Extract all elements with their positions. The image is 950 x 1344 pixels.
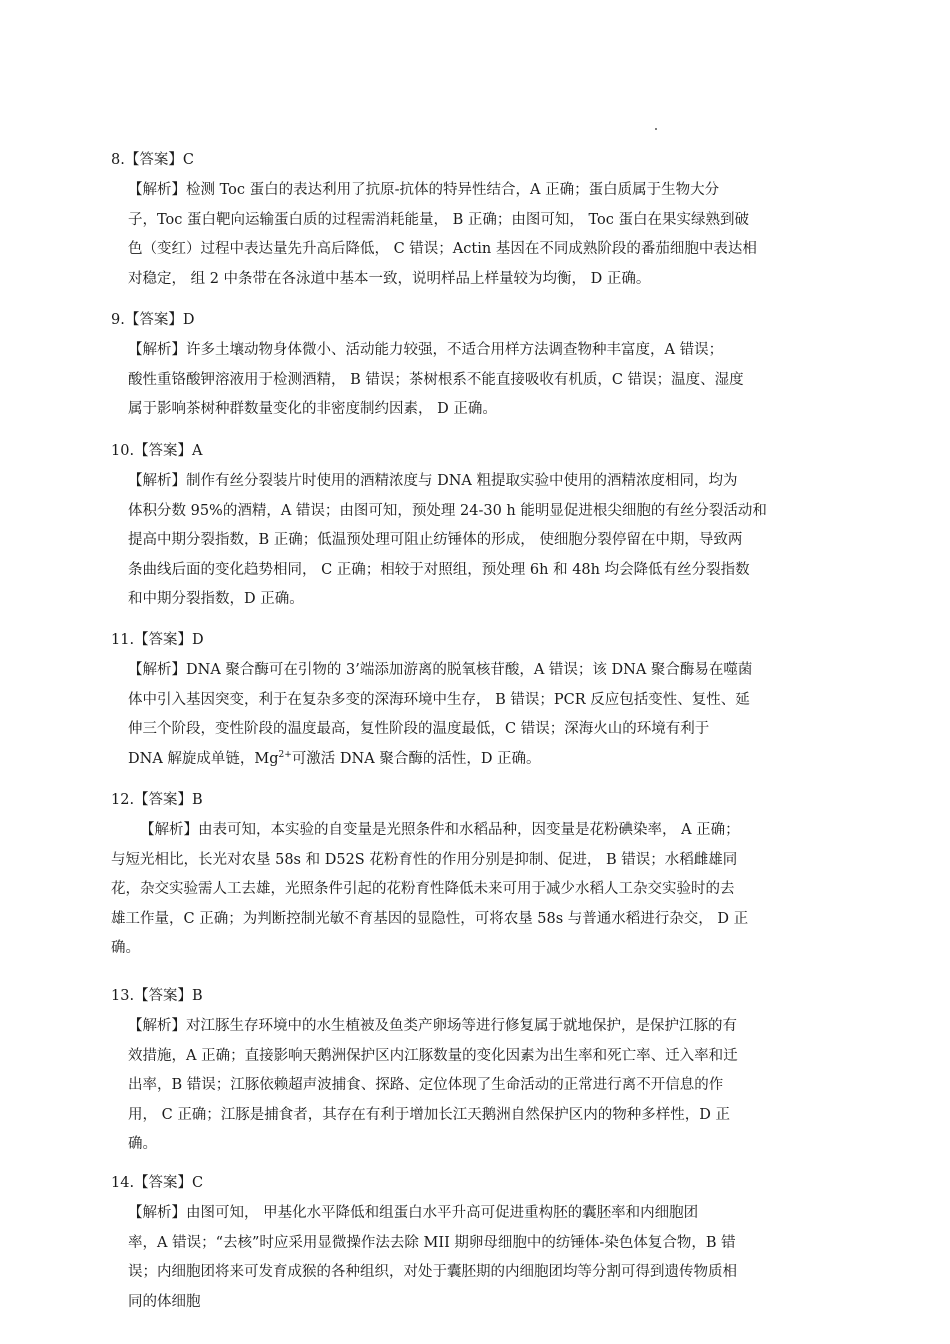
explanation-line: 率，A 错误；“去核”时应采用显微操作法去除 MII 期卵母细胞中的纺锤体-染色体复合物，B 错 xyxy=(128,1234,736,1251)
explanation-line xyxy=(128,745,831,775)
explanation-line: 【解析】由图可知， 甲基化水平降低和组蛋白水平升高可促进重构胚的囊胚率和内细胞团 xyxy=(128,1205,699,1221)
answer-label: 13.【答案】B xyxy=(111,988,203,1004)
explanation-line: 出率，B 错误；江豚依赖超声波捕食、探路、定位体现了生命活动的正常进行离不开信息的作 xyxy=(128,1077,724,1093)
explanation-line: 【解析】由表可知，本实验的自变量是光照条件和水稻品种，因变量是花粉碘染率， A 正确； xyxy=(140,822,740,838)
explanation-line: 提高中期分裂指数，B 正确；低温预处理可阻止纺锤体的形成， 使细胞分裂停留在中期，导致两 xyxy=(128,532,743,548)
explanation-line: 对稳定， 组 2 中条带在各泳道中基本一致，说明样品上样量较为均衡， D 正确。 xyxy=(128,270,651,287)
explanation-line: 子，Toc 蛋白靶向运输蛋白质的过程需消耗能量， B 正确；由图可知， Toc 蛋白在果实绿熟到破 xyxy=(128,211,749,228)
explanation-line: 雄工作量，C 正确；为判断控制光敏不育基因的显隐性，可将农垦 58s 与普通水稻进行杂交， D 正 xyxy=(111,910,749,927)
question-14 xyxy=(111,1173,831,1317)
explanation-line: 【解析】对江豚生存环境中的水生植被及鱼类产卵场等进行修复属于就地保护，是保护江豚的有 xyxy=(128,1018,737,1034)
explanation-line: 误；内细胞团将来可发育成猴的各种组织，对处于囊胚期的内细胞团均等分割可得到遗传物质相 xyxy=(128,1264,737,1280)
explanation-line: 与短光相比，长光对农垦 58s 和 D52S 花粉育性的作用分别是抑制、促进， B 错误；水稻雌雄同 xyxy=(111,851,738,868)
explanation-line: 花，杂交实验需人工去雄，光照条件引起的花粉育性降低未来可用于减少水稻人工杂交实验时的去 xyxy=(111,881,735,897)
explanation-line: 酸性重铬酸钾溶液用于检测酒精， B 错误；茶树根系不能直接吸收有机质，C 错误；温度、湿度 xyxy=(128,371,744,388)
answer-label: 12.【答案】B xyxy=(111,792,203,808)
explanation-line: 色（变红）过程中表达量先升高后降低， C 错误；Actin 基因在不同成熟阶段的番茄细胞中表达相 xyxy=(128,241,757,257)
explanation-line: 体中引入基因突变，利于在复杂多变的深海环境中生存， B 错误；PCR 反应包括变性、复性、延 xyxy=(128,691,750,708)
question-10 xyxy=(111,441,831,615)
explanation xyxy=(128,656,831,774)
explanation-line: 【解析】DNA 聚合酶可在引物的 3’端添加游离的脱氧核苷酸，A 错误；该 DNA 聚合酶易在噬菌 xyxy=(128,662,753,678)
question-13 xyxy=(111,986,831,1160)
explanation-line: 确。 xyxy=(128,1136,157,1152)
question-8 xyxy=(111,150,831,294)
explanation-line: 同的体细胞 xyxy=(128,1293,201,1310)
header-dot xyxy=(655,128,657,130)
explanation xyxy=(128,1012,831,1160)
answer-label: 8.【答案】C xyxy=(111,152,194,168)
answer-label: 10.【答案】A xyxy=(111,443,203,459)
explanation xyxy=(128,336,831,425)
question-9 xyxy=(111,310,831,425)
explanation-line: 确。 xyxy=(111,940,140,956)
explanation xyxy=(128,176,831,294)
explanation xyxy=(111,816,831,964)
answer-label: 9.【答案】D xyxy=(111,312,195,328)
explanation-line: 效措施，A 正确；直接影响天鹅洲保护区内江豚数量的变化因素为出生率和死亡率、迁入率和迁 xyxy=(128,1047,738,1064)
question-11 xyxy=(111,630,831,774)
question-12 xyxy=(111,790,831,964)
explanation-line: 用， C 正确；江豚是捕食者，其存在有利于增加长江天鹅洲自然保护区内的物种多样性，D 正 xyxy=(128,1106,731,1123)
explanation-line: 条曲线后面的变化趋势相同， C 正确；相较于对照组，预处理 6h 和 48h 均会降低有丝分裂指数 xyxy=(128,561,750,578)
explanation xyxy=(128,1199,831,1317)
explanation xyxy=(128,467,831,615)
superscript-charge: 2+ xyxy=(278,749,292,760)
answer-label: 11.【答案】D xyxy=(111,632,204,648)
explanation-line: 体积分数 95%的酒精，A 错误；由图可知，预处理 24-30 h 能明显促进根尖细胞的有丝分裂活动和 xyxy=(128,502,767,519)
explanation-line: 【解析】检测 Toc 蛋白的表达利用了抗原-抗体的特异性结合，A 正确；蛋白质属于生物大分 xyxy=(128,182,720,198)
explanation-text: 可激活 DNA 聚合酶的活性，D 正确。 xyxy=(291,750,541,767)
answer-label: 14.【答案】C xyxy=(111,1175,204,1191)
explanation-line: 属于影响茶树种群数量变化的非密度制约因素， D 正确。 xyxy=(128,401,497,417)
explanation-text: DNA 解旋成单链，Mg xyxy=(128,750,279,767)
explanation-line: 伸三个阶段，变性阶段的温度最高，复性阶段的温度最低，C 错误；深海火山的环境有利于 xyxy=(128,721,710,737)
explanation-line: 【解析】许多土壤动物身体微小、活动能力较强，不适合用样方法调查物种丰富度，A 错误； xyxy=(128,342,724,358)
explanation-line: 和中期分裂指数，D 正确。 xyxy=(128,591,304,607)
explanation-line: 【解析】制作有丝分裂装片时使用的酒精浓度与 DNA 粗提取实验中使用的酒精浓度相同，均为 xyxy=(128,473,738,489)
